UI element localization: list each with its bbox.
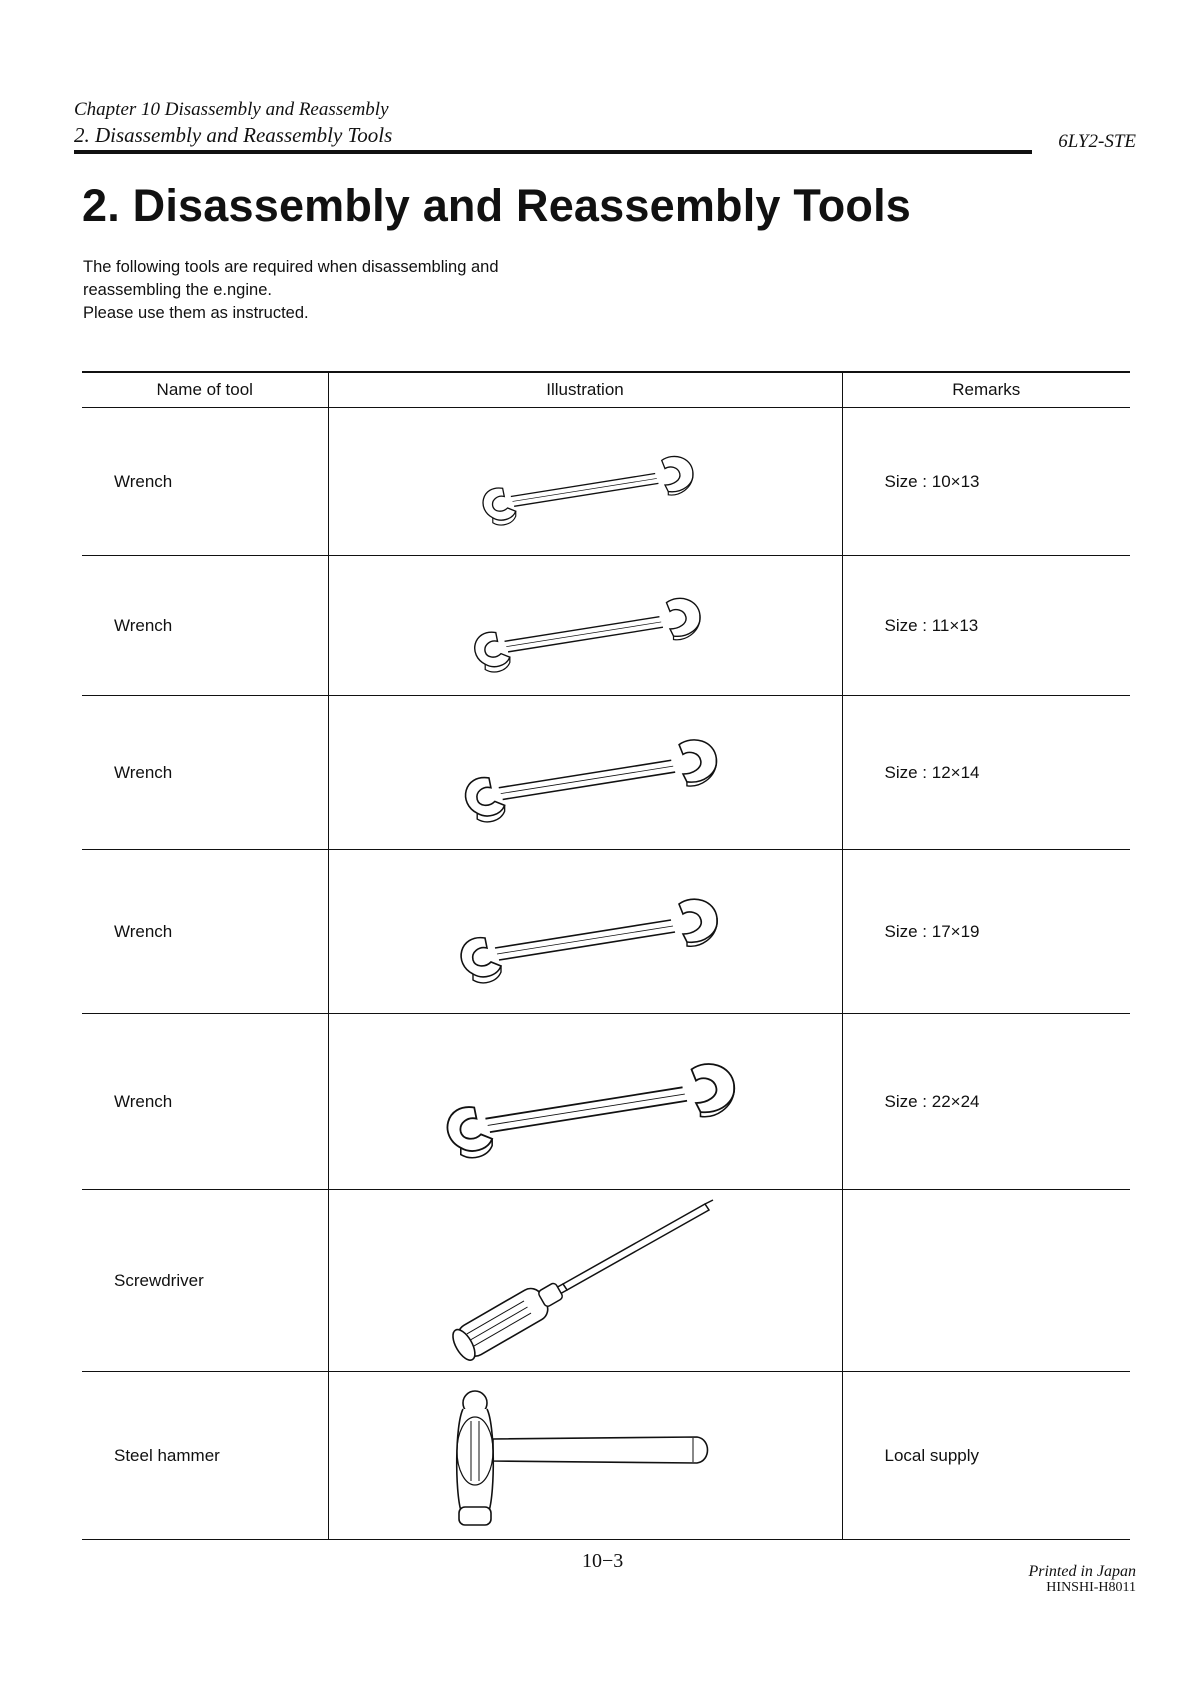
wrench-icon (435, 708, 735, 838)
screwdriver-icon (435, 1196, 735, 1366)
tool-illustration (328, 556, 842, 696)
wrench-icon (455, 427, 715, 537)
intro-line: Please use them as instructed. (83, 304, 309, 322)
table-row (82, 1190, 1130, 1372)
tool-name: Wrench (82, 696, 328, 850)
document-code: HINSHI-H8011 (1046, 1580, 1136, 1595)
tool-illustration (328, 696, 842, 850)
tool-illustration (328, 1190, 842, 1372)
running-header (74, 98, 1136, 152)
tool-name: Wrench (82, 1014, 328, 1190)
tool-remark: Size : 22×24 (842, 1014, 1130, 1190)
printed-note: Printed in Japan (1028, 1563, 1136, 1580)
header-rule (74, 150, 1032, 154)
chapter-heading: Chapter 10 Disassembly and Reassembly (74, 99, 389, 120)
table-row (82, 696, 1130, 850)
tool-illustration (328, 1014, 842, 1190)
tool-name: Wrench (82, 850, 328, 1014)
table-row (82, 1372, 1130, 1540)
page-number: 10−3 (582, 1550, 624, 1572)
column-header-illustration: Illustration (328, 372, 842, 408)
footer-imprint (1028, 1564, 1136, 1596)
tool-name: Wrench (82, 408, 328, 556)
hammer-icon (435, 1381, 735, 1531)
tool-remark: Size : 17×19 (842, 850, 1130, 1014)
table-header-row (82, 372, 1130, 408)
table-row (82, 556, 1130, 696)
wrench-icon (450, 567, 720, 685)
tool-illustration (328, 1372, 842, 1540)
column-header-name: Name of tool (82, 372, 328, 408)
section-heading: 2. Disassembly and Reassembly Tools (74, 123, 393, 147)
tool-remark (842, 1190, 1130, 1372)
wrench-icon (420, 1027, 750, 1177)
tool-remark: Local supply (842, 1372, 1130, 1540)
tool-name: Steel hammer (82, 1372, 328, 1540)
table-row (82, 1014, 1130, 1190)
column-header-remarks: Remarks (842, 372, 1130, 408)
tool-illustration (328, 408, 842, 556)
intro-line: reassembling the e.ngine. (83, 281, 272, 299)
wrench-icon (435, 862, 735, 1002)
intro-paragraph (83, 256, 703, 325)
page-title: 2. Disassembly and Reassembly Tools (82, 180, 912, 231)
tool-name: Wrench (82, 556, 328, 696)
tool-remark: Size : 11×13 (842, 556, 1130, 696)
tools-table (82, 371, 1130, 1540)
tool-name: Screwdriver (82, 1190, 328, 1372)
tool-remark: Size : 12×14 (842, 696, 1130, 850)
tool-remark: Size : 10×13 (842, 408, 1130, 556)
model-code: 6LY2-STE (1058, 131, 1136, 152)
table-row (82, 850, 1130, 1014)
table-row (82, 408, 1130, 556)
tool-illustration (328, 850, 842, 1014)
intro-line: The following tools are required when disassembling and (83, 258, 499, 276)
